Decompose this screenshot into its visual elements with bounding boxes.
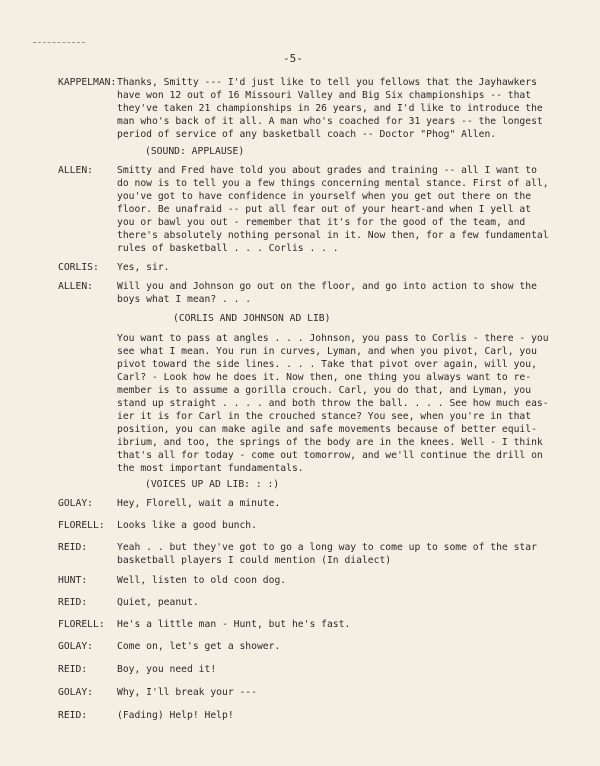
script-line: Thanks, Smitty --- I'd just like to tell you fellows that the Jayhawkers [117,77,537,88]
script-line: pivot toward the side lines. . . . Take that pivot over again, will you, [117,359,537,370]
script-line: man who's back of it all. A man who's coached for 31 years -- the longest [117,116,543,127]
speaker-label: GOLAY: [58,687,93,698]
script-line: Will you and Johnson go out on the floor, and go into action to show the [117,281,537,292]
header-rule [33,42,85,43]
speaker-label: GOLAY: [58,641,93,652]
speaker-label: HUNT: [58,575,88,586]
stage-direction: (SOUND: APPLAUSE) [145,146,245,157]
script-line: see what I mean. You run in curves, Lyman, and when you pivot, Carl, you [117,346,537,357]
script-line: member is to assume a gorilla crouch. Carl, you do that, and Lyman, you [117,385,532,396]
script-line: period of service of any basketball coach -- Doctor "Phog" Allen. [117,129,497,140]
script-line: stand up straight . . . . and both throw the ball. . . . See how much eas- [117,398,549,409]
script-line: floor. Be unafraid -- put all fear out of your heart-and when I yell at [117,204,532,215]
script-line: you or bawl you out - remember that it's for the good of the team, and [117,217,526,228]
speaker-label: REID: [58,542,88,553]
script-line: Yes, sir. [117,262,170,273]
script-line: ibrium, and too, the springs of the body are in the knees. Well - I think [117,437,543,448]
script-line: Smitty and Fred have told you about grades and training -- all I want to [117,165,537,176]
script-line: Quiet, peanut. [117,597,199,608]
script-line: (Fading) Help! Help! [117,710,234,721]
script-line: rules of basketball . . . Corlis . . . [117,243,339,254]
speaker-label: REID: [58,664,88,675]
script-line: Carl? - Look how he does it. Now then, one thing you always want to re- [117,372,532,383]
script-line: He's a little man - Hunt, but he's fast. [117,619,351,630]
script-line: they've taken 21 championships in 26 years, and I'd like to introduce the [117,103,543,114]
script-line: Hey, Florell, wait a minute. [117,498,281,509]
script-line: Boy, you need it! [117,664,217,675]
speaker-label: FLORELL: [58,619,105,630]
speaker-label: CORLIS: [58,262,99,273]
script-line: there's absolutely nothing personal in it. Now then, for a few fundamental [117,230,549,241]
script-line: have won 12 out of 16 Missouri Valley and Big Six championships -- that [117,90,532,101]
script-line: Yeah . . but they've got to go a long way to come up to some of the star [117,542,537,553]
script-line: basketball players I could mention (In dialect) [117,555,392,566]
script-line: you've got to have confidence in yourself when you get out there on the [117,191,532,202]
script-line: that's all for today - come out tomorrow, and we'll continue the drill on [117,450,543,461]
speaker-label: KAPPELMAN: [58,77,117,88]
script-line: boys what I mean? . . . [117,294,252,305]
script-line: the most important fundamentals. [117,463,304,474]
stage-direction: (VOICES UP AD LIB: : :) [145,479,280,490]
script-line: ier it is for Carl in the crouched stance? You see, when you're in that [117,411,532,422]
speaker-label: REID: [58,710,88,721]
script-line: position, you can make agile and safe movements because of better equil- [117,424,537,435]
stage-direction: (CORLIS AND JOHNSON AD LIB) [173,313,331,324]
speaker-label: REID: [58,597,88,608]
page-number: -5- [283,52,303,65]
script-line: do now is to tell you a few things concerning mental stance. First of all, [117,178,549,189]
speaker-label: ALLEN: [58,281,93,292]
script-line: Well, listen to old coon dog. [117,575,287,586]
script-line: Why, I'll break your --- [117,687,257,698]
speaker-label: GOLAY: [58,498,93,509]
script-line: You want to pass at angles . . . Johnson, you pass to Corlis - there - you [117,333,549,344]
script-line: Looks like a good bunch. [117,520,257,531]
speaker-label: FLORELL: [58,520,105,531]
script-line: Come on, let's get a shower. [117,641,281,652]
speaker-label: ALLEN: [58,165,93,176]
